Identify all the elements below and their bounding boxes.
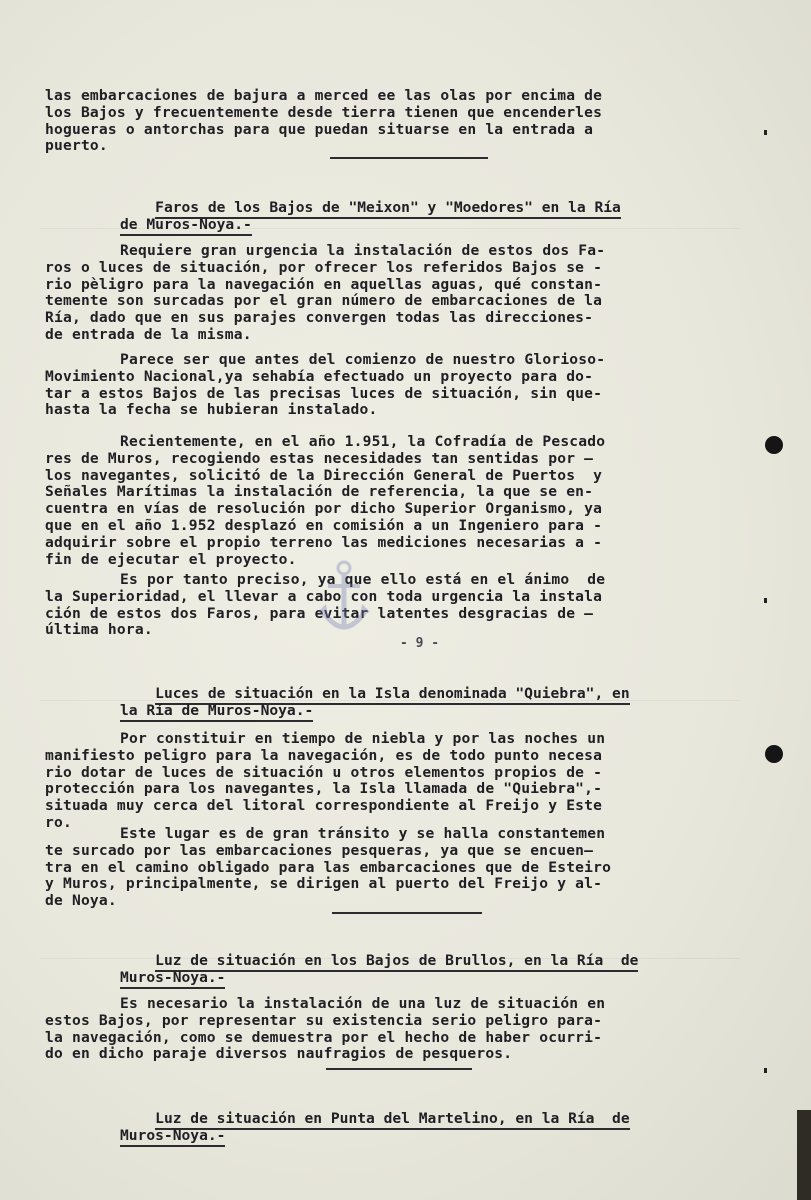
watermark-text [378,584,499,608]
separator-rule [326,1068,472,1070]
paragraph-text: Parece ser que antes del comienzo de nuestro Glorioso- Movimiento Nacional,ya sehabía efectuado un proyecto para do- tar a estos Bajos de las precisas luces de situación, sin que- hasta la fecha se hubieran instalado. [45,351,606,419]
punch-hole [765,745,783,763]
punch-hole [765,436,783,454]
separator-rule [332,912,482,914]
paragraph-text: Por constituir en tiempo de niebla y por las noches un manifiesto peligro para la navegación, es de todo punto necesa rio dotar de luces de situación u otros elementos propios de - protección para los navegantes, la Isla llamada de "Quiebra",- situada muy cerca del litoral correspondiente al Freijo y Este ro. [45,730,606,831]
paragraph-text: Este lugar es de gran tránsito y se halla constantemen te surcado por las embarcaciones pesqueras, ya que se encuen— tra en el camino obligado para las embarcaciones que de Esteiro y Muros, principalmente, se dirigen al puerto del Freijo y al- de Noya. [45,825,612,910]
separator-rule [330,157,488,159]
paragraph-intro: las embarcaciones de bajura a merced ee las olas por encima de los Bajos y frecuentemente desde tierra tienen que encenderles hogueras o antorchas para que puedan situarse en la entrada a puerto. [45,87,603,155]
heading-text: Luz de situación en Punta del Martelino, en la Ría de Muros-Noya.- [120,1110,630,1147]
heading-text: Luz de situación en los Bajos de Brullos, en la Ría de Muros-Noya.- [120,952,638,989]
paragraph-urgencia [45,243,665,344]
margin-mark [764,598,767,603]
heading-faros-meixon [120,182,660,250]
heading-text: Luces de situación en la Isla denominada "Quiebra", en la Ría de Muros-Noya.- [120,685,630,722]
paragraph-transito [45,826,665,910]
paragraph-niebla [45,731,665,832]
page-edge-shadow [797,1110,811,1200]
paragraph-glorioso [45,352,665,419]
heading-isla-quiebra [120,668,660,736]
heading-text: Faros de los Bajos de "Meixon" y "Moedores" en la Ría de Muros-Noya.- [120,199,621,236]
paragraph-text: Es necesario la instalación de una luz de situación en estos Bajos, por representar su existencia serio peligro para- la navegación, como se demuestra por el hecho de haber ocurri- do en dicho paraje diversos naufragios de pesqueros. [45,995,606,1063]
paragraph-text: Recientemente, en el año 1.951, la Cofradía de Pescado res de Muros, recogiendo estas necesidades tan sentidas por — los navegantes, solicitó de la Dirección General de Puertos y Señales Marítimas la instalación de referencia, la que se en- cuentra en vías de resolución por dicho Superior Organismo, ya que en el año 1.952 desplazó en comisión a un Ingeniero para - adquirir sobre el propio terreno las mediciones necesarias a - fin de ejecutar el proyecto. [45,433,606,568]
page-number: - 9 - [400,636,440,651]
heading-punta-martelino [120,1093,660,1161]
margin-mark [764,1068,767,1073]
paragraph-necesario [45,996,665,1063]
margin-mark [764,130,767,135]
paragraph-text: Requiere gran urgencia la instalación de estos dos Fa- ros o luces de situación, por ofrecer los referidos Bajos se - rio pèligro para la navegación en aquellas aguas, qué constan- temente son surcadas por el gran número de embarcaciones de la Ría, dado que en sus parajes convergen todas las direcciones- de entrada de la misma. [45,242,606,343]
paragraph-cofradia [45,434,665,568]
heading-bajos-brullos [120,935,660,1003]
paragraph-text: Es por tanto preciso, ya que ello está en el ánimo de la Superioridad, el llevar a cabo con toda urgencia la instala ción de estos dos Faros, para latentes desgracias de — última hora. [45,571,606,639]
anchor-watermark-icon [316,558,372,640]
